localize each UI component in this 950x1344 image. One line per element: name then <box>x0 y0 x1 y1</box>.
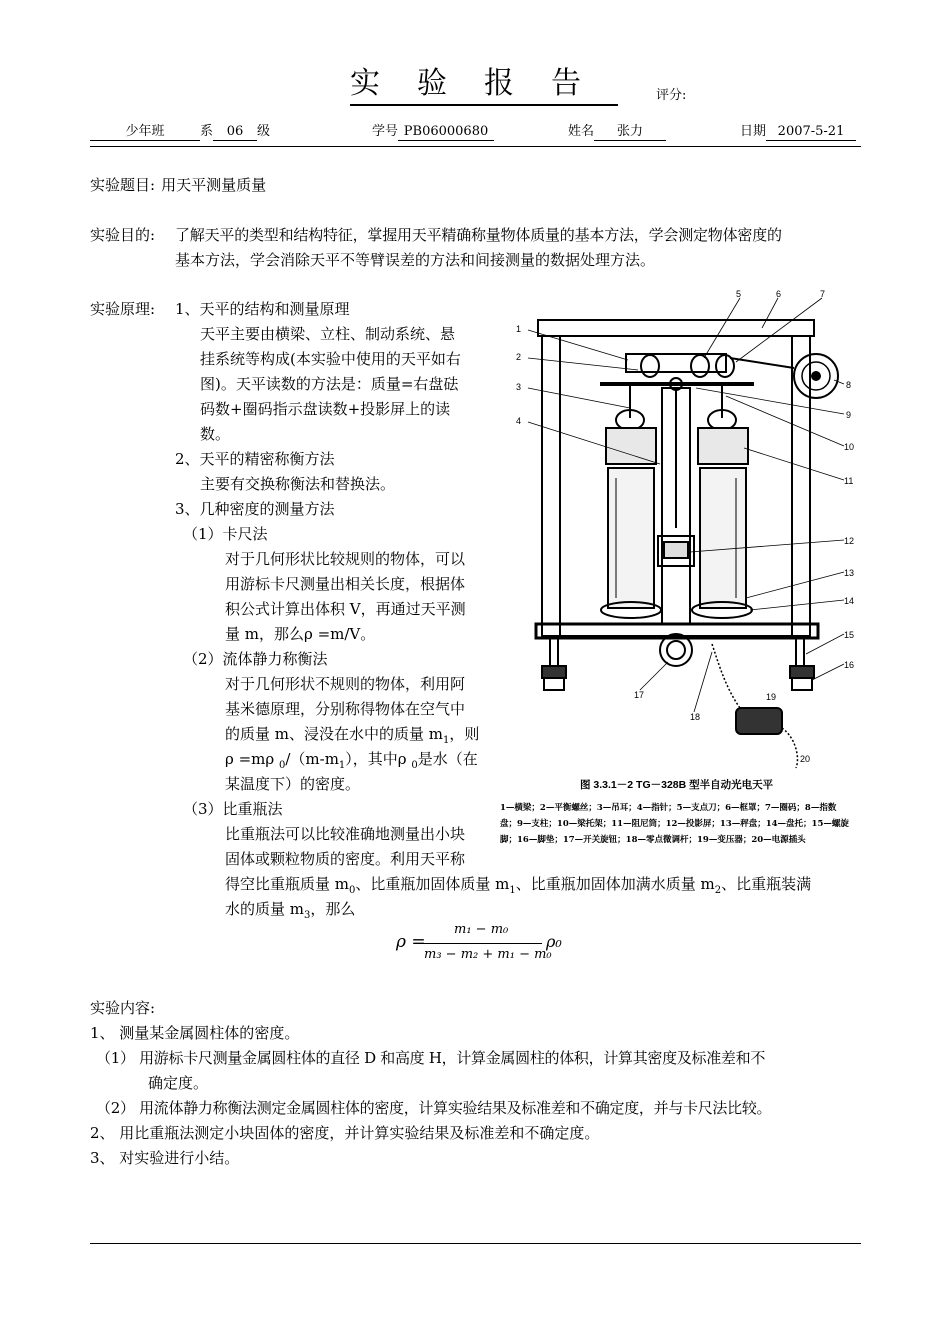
header-class <box>90 124 270 141</box>
content-item-3: 3、 对实验进行小结。 <box>90 1149 240 1167</box>
subscript: 0 <box>349 885 356 896</box>
method-3-line: 比重瓶法可以比较准确地测量出小块 <box>225 825 466 843</box>
text-run: 、比重瓶装满 <box>721 875 812 893</box>
date-label: 日期 <box>740 124 767 139</box>
score-label: 评分: <box>656 88 687 103</box>
text-run: 、比重瓶加固体加满水质量 m <box>515 875 715 893</box>
subscript: 0 <box>411 760 418 771</box>
content-item-1a: （1） 用游标卡尺测量金属圆柱体的直径 D 和高度 H，计算金属圆柱的体积，计算其密度及标准差和不 <box>96 1049 766 1067</box>
purpose-label: 实验目的: <box>90 226 156 244</box>
content-item-2: 2、 用比重瓶法测定小块固体的密度，并计算实验结果及标准差和不确定度。 <box>90 1124 600 1142</box>
text-run: 是水（在 <box>417 750 478 768</box>
text-run: 的质量 m、浸没在水中的质量 m <box>225 725 443 743</box>
purpose-line-1: 了解天平的类型和结构特征，掌握用天平精确称量物体质量的基本方法，学会测定物体密度的 <box>175 226 782 244</box>
formula-numerator: m₁ − m₀ <box>454 922 509 937</box>
method-2-title: （2）流体静力称衡法 <box>183 650 328 668</box>
principle-s1-title: 1、天平的结构和测量原理 <box>175 300 350 318</box>
callout-9: 9 <box>846 410 852 420</box>
student-id: PB06000680 <box>398 124 494 141</box>
callout-8: 8 <box>846 380 852 390</box>
figure-legend-1: 1—横梁；2—平衡螺丝；3—吊耳；4—指针；5—支点刀；6—框罩；7—圈码；8—指数 <box>500 803 837 813</box>
callout-18: 18 <box>690 712 701 722</box>
method-3-line: 固体或颗粒物质的密度。利用天平称 <box>225 850 466 868</box>
principle-s1-line: 码数+圈码指示盘读数+投影屏上的读 <box>200 400 451 418</box>
principle-s3-title: 3、几种密度的测量方法 <box>175 500 335 518</box>
subscript: 2 <box>714 885 722 896</box>
callout-13: 13 <box>844 568 855 578</box>
header-name <box>568 124 666 141</box>
callout-12: 12 <box>844 536 855 546</box>
density-formula <box>396 921 576 965</box>
callout-19: 19 <box>766 692 777 702</box>
method-1-line: 积公式计算出体积 V，再通过天平测 <box>225 600 466 618</box>
name-label: 姓名 <box>568 124 595 139</box>
callout-1: 1 <box>516 324 522 334</box>
formula-denominator: m₃ − m₂ + m₁ − m₀ <box>424 947 552 962</box>
callout-17: 17 <box>634 690 645 700</box>
callout-4: 4 <box>516 416 522 426</box>
subscript: 0 <box>278 760 286 771</box>
figure-legend-2: 盘；9—支柱；10—梁托架；11—阻尼筒；12—投影屏；13—秤盘；14—盘托；15—螺旋 <box>500 819 849 829</box>
principle-s2-title: 2、天平的精密称衡方法 <box>175 450 335 468</box>
method-2-line: 对于几何形状不规则的物体，利用阿 <box>225 675 466 693</box>
text-run: 、比重瓶加固体质量 m <box>355 875 510 893</box>
callout-7: 7 <box>820 289 826 299</box>
method-1-line: 用游标卡尺测量出相关长度，根据体 <box>225 575 466 593</box>
subscript: 3 <box>304 910 311 921</box>
formula-rhs: ρ₀ <box>546 932 562 951</box>
dept-label: 系 <box>200 124 214 139</box>
callout-15: 15 <box>844 630 855 640</box>
balance-figure <box>500 288 862 848</box>
callout-6: 6 <box>776 289 782 299</box>
purpose-line-2: 基本方法，学会消除天平不等臂误差的方法和间接测量的数据处理方法。 <box>175 251 656 269</box>
content-item-1b: （2） 用流体静力称衡法测定金属圆柱体的密度，计算实验结果及标准差和不确定度，并与卡尺法比较。 <box>96 1099 772 1117</box>
footer-rule <box>90 1243 861 1244</box>
principle-s2-line: 主要有交换称衡法和替换法。 <box>200 475 396 493</box>
principle-s1-line: 数。 <box>200 425 231 443</box>
student-id-label: 学号 <box>372 124 399 139</box>
callout-10: 10 <box>844 442 855 452</box>
method-2-line: 某温度下）的密度。 <box>225 775 361 793</box>
subscript: 1 <box>509 885 516 896</box>
callout-20: 20 <box>800 754 811 764</box>
principle-label: 实验原理: <box>90 300 156 318</box>
principle-s1-line: 图)。天平读数的方法是：质量=右盘砝 <box>200 375 459 393</box>
grade-label: 级 <box>257 124 271 139</box>
figure-legend-3: 脚；16—脚垫；17—开关旋钮；18—零点微调杆；19—变压器；20—电源插头 <box>500 835 806 845</box>
topic-value: 用天平测量质量 <box>161 176 267 194</box>
method-3-line <box>225 897 355 928</box>
formula-lhs: ρ = <box>396 932 426 952</box>
content-item-1: 1、 测量某金属圆柱体的密度。 <box>90 1024 300 1042</box>
callout-5: 5 <box>736 289 742 299</box>
header-student-id <box>372 124 494 141</box>
callout-11: 11 <box>844 476 854 486</box>
callout-3: 3 <box>516 382 522 392</box>
text-run: /（m-m <box>285 750 339 768</box>
figure-caption: 图 3.3.1－2 TG－328B 型半自动光电天平 <box>580 779 774 791</box>
method-3-title: （3）比重瓶法 <box>183 800 283 818</box>
student-name: 张力 <box>594 124 666 141</box>
topic-label: 实验题目: <box>90 176 156 194</box>
text-run: ，则 <box>449 725 480 743</box>
content-label: 实验内容: <box>90 999 156 1017</box>
text-run: ρ =mρ <box>225 750 279 768</box>
subscript: 1 <box>338 760 346 771</box>
class-name: 少年班 <box>90 124 200 141</box>
text-run: 得空比重瓶质量 m <box>225 875 349 893</box>
topic <box>90 173 266 198</box>
text-run: ，那么 <box>310 900 356 918</box>
report-date: 2007-5-21 <box>766 124 856 141</box>
method-1-line: 量 m，那么ρ =m/V。 <box>225 625 376 643</box>
text-run: ），其中ρ <box>345 750 412 768</box>
callout-2: 2 <box>516 352 522 362</box>
header-date <box>740 124 856 141</box>
dept-no: 06 <box>213 124 257 141</box>
method-2-line: 基米德原理，分别称得物体在空气中 <box>225 700 466 718</box>
fraction-bar <box>422 943 542 944</box>
callout-16: 16 <box>844 660 855 670</box>
content-item-1a-cont: 确定度。 <box>148 1074 209 1092</box>
header-rule <box>90 146 861 147</box>
method-1-title: （1）卡尺法 <box>183 525 268 543</box>
method-1-line: 对于几何形状比较规则的物体，可以 <box>225 550 466 568</box>
principle-s1-line: 挂系统等构成(本实验中使用的天平如右 <box>200 350 461 368</box>
subscript: 1 <box>443 735 450 746</box>
report-title: 实验报告 <box>350 66 618 106</box>
balance-diagram <box>500 288 862 848</box>
principle-s1-line: 天平主要由横梁、立柱、制动系统、悬 <box>200 325 456 343</box>
text-run: 水的质量 m <box>225 900 304 918</box>
callout-14: 14 <box>844 596 855 606</box>
